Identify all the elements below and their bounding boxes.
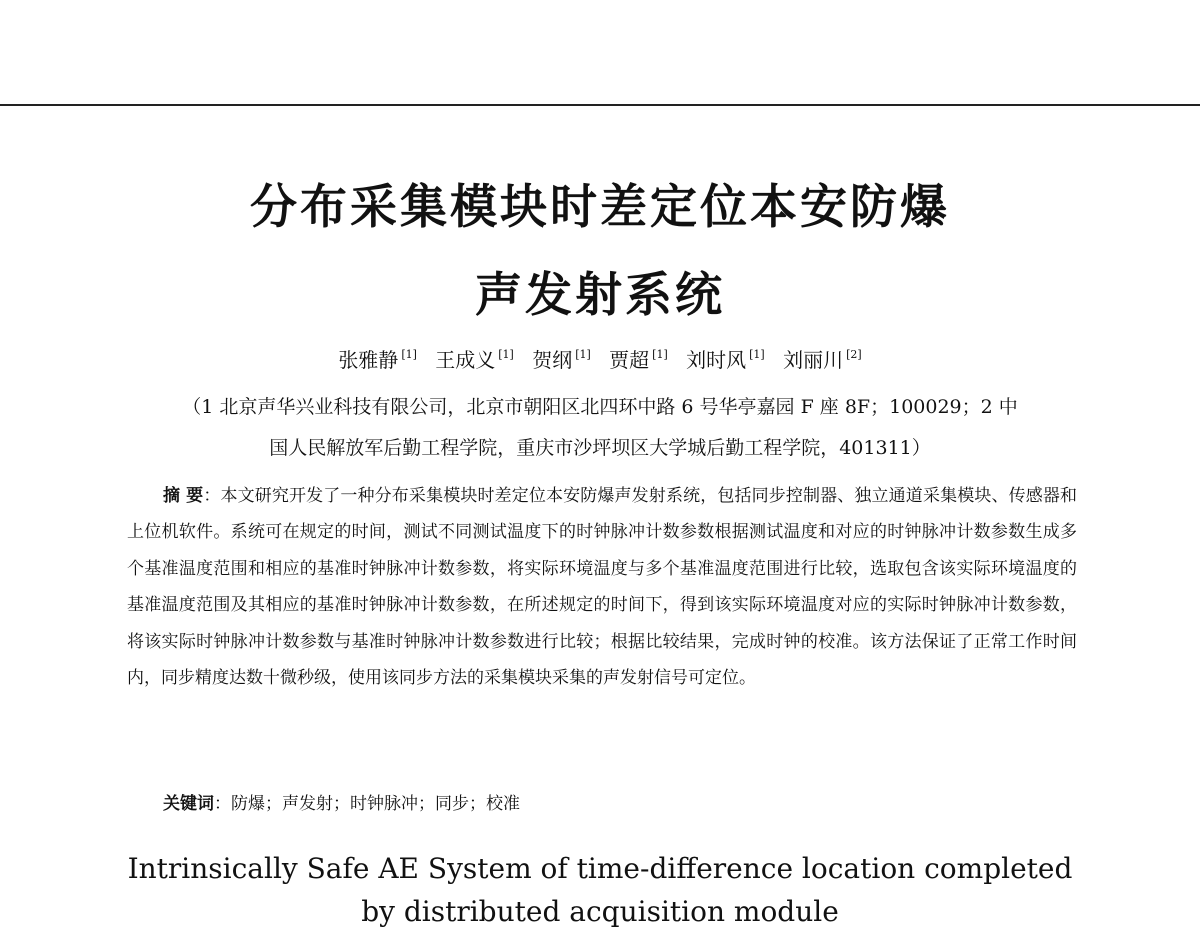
- abstract-label: 摘 要: [163, 486, 204, 506]
- author-ref: [2]: [846, 348, 862, 361]
- affiliation-line-1: （1 北京声华兴业科技有限公司，北京市朝阳区北四环中路 6 号华亭嘉园 F 座 8F；100029；2 中: [182, 396, 1018, 418]
- english-title-line-1: Intrinsically Safe AE System of time-difference location completed: [127, 852, 1073, 885]
- author-name: 刘时风: [686, 348, 747, 372]
- paper-title-line-2: 声发射系统: [475, 268, 725, 323]
- author: [532, 348, 591, 372]
- abstract-text: 本文研究开发了一种分布采集模块时差定位本安防爆声发射系统，包括同步控制器、独立通道采集模块、传感器和上位机软件。系统可在规定的时间，测试不同测试温度下的时钟脉冲计数参数根据测试温度和对应的时钟脉冲计数参数生成多个基准温度范围和相应的基准时钟脉冲计数参数，将实际环境温度与多个基准温度范围进行比较，选取包含该实际环境温度的基准温度范围及其相应的基准时钟脉冲计数参数，在所述规定的时间下，得到该实际环境温度对应的实际时钟脉冲计数参数，将该实际时钟脉冲计数参数与基准时钟脉冲计数参数进行比较；根据比较结果，完成时钟的校准。该方法保证了正常工作时间内，同步精度达数十微秒级，使用该同步方法的采集模块采集的声发射信号可定位。: [127, 486, 1078, 689]
- affiliation-line-2: 国人民解放军后勤工程学院，重庆市沙坪坝区大学城后勤工程学院，401311）: [269, 437, 931, 459]
- author-ref: [1]: [401, 348, 417, 361]
- author-ref: [1]: [749, 348, 765, 361]
- author: [435, 348, 514, 372]
- author-name: 刘丽川: [783, 348, 844, 372]
- keywords-text: 防爆；声发射；时钟脉冲；同步；校准: [231, 794, 520, 814]
- author: [783, 348, 862, 372]
- header-rule: [0, 104, 1200, 106]
- abstract: 摘 要：本文研究开发了一种分布采集模块时差定位本安防爆声发射系统，包括同步控制器、独立通道采集模块、传感器和上位机软件。系统可在规定的时间，测试不同测试温度下的时钟脉冲计数参数根据测试温度和对应的时钟脉冲计数参数生成多个基准温度范围和相应的基准时钟脉冲计数参数，将实际环境温度与多个基准温度范围进行比较，选取包含该实际环境温度的基准温度范围及其相应的基准时钟脉冲计数参数，在所述规定的时间下，得到该实际环境温度对应的实际时钟脉冲计数参数，将该实际时钟脉冲计数参数与基准时钟脉冲计数参数进行比较；根据比较结果，完成时钟的校准。该方法保证了正常工作时间内，同步精度达数十微秒级，使用该同步方法的采集模块采集的声发射信号可定位。: [127, 486, 1078, 689]
- author: [686, 348, 765, 372]
- author: [338, 348, 417, 372]
- author-ref: [1]: [575, 348, 591, 361]
- paper-title-line-1: 分布采集模块时差定位本安防爆: [250, 180, 950, 235]
- author-name: 贺纲: [532, 348, 573, 372]
- author: [609, 348, 668, 372]
- author-ref: [1]: [498, 348, 514, 361]
- author-list: [0, 340, 1200, 375]
- author-ref: [1]: [652, 348, 668, 361]
- english-title-line-2: by distributed acquisition module: [361, 895, 839, 928]
- keywords: 关键词：防爆；声发射；时钟脉冲；同步；校准: [163, 794, 520, 814]
- author-name: 贾超: [609, 348, 650, 372]
- author-name: 张雅静: [338, 348, 399, 372]
- author-name: 王成义: [435, 348, 496, 372]
- keywords-label: 关键词: [163, 794, 214, 814]
